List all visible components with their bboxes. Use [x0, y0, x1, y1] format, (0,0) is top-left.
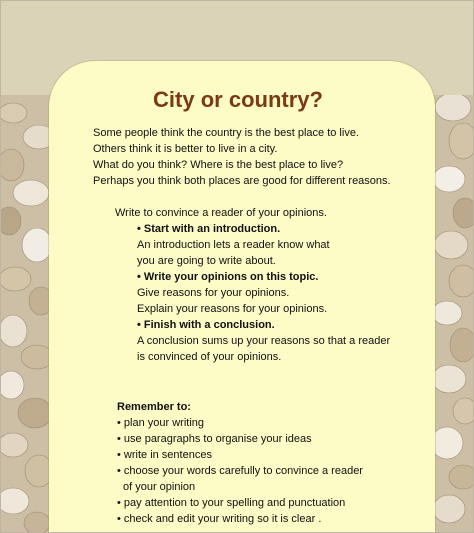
- remember-item: • check and edit your writing so it is clear .: [117, 513, 322, 525]
- remember-item: • write in sentences: [117, 449, 212, 461]
- remember-heading: Remember to:: [117, 401, 191, 413]
- step-line: is convinced of your opinions.: [137, 351, 282, 363]
- intro-line: What do you think? Where is the best place to live?: [93, 159, 344, 171]
- intro-line: Others think it is better to live in a city.: [93, 143, 278, 155]
- remember-list: [117, 415, 363, 527]
- remember-item: • plan your writing: [117, 417, 205, 429]
- step-line: A conclusion sums up your reasons so that a reader: [137, 335, 391, 347]
- step-heading: • Start with an introduction.: [137, 223, 281, 235]
- step-heading: • Write your opinions on this topic.: [137, 271, 319, 283]
- page-title: City or country?: [153, 87, 323, 112]
- step-line: you are going to write about.: [137, 255, 276, 267]
- task-lead: Write to convince a reader of your opinions.: [115, 207, 327, 219]
- remember-item: • use paragraphs to organise your ideas: [117, 433, 312, 445]
- intro-line: Perhaps you think both places are good for different reasons.: [93, 175, 391, 187]
- remember-item: • pay attention to your spelling and punctuation: [117, 497, 346, 509]
- remember-item: • choose your words carefully to convince a reader: [117, 465, 363, 477]
- step-heading: • Finish with a conclusion.: [137, 319, 275, 331]
- step-line: Give reasons for your opinions.: [137, 287, 290, 299]
- intro-paragraph: [93, 125, 391, 189]
- task-steps: [137, 221, 390, 365]
- step-line: Explain your reasons for your opinions.: [137, 303, 328, 315]
- intro-line: Some people think the country is the best place to live.: [93, 127, 359, 139]
- remember-item-continuation: of your opinion: [123, 481, 196, 493]
- step-line: An introduction lets a reader know what: [137, 239, 330, 251]
